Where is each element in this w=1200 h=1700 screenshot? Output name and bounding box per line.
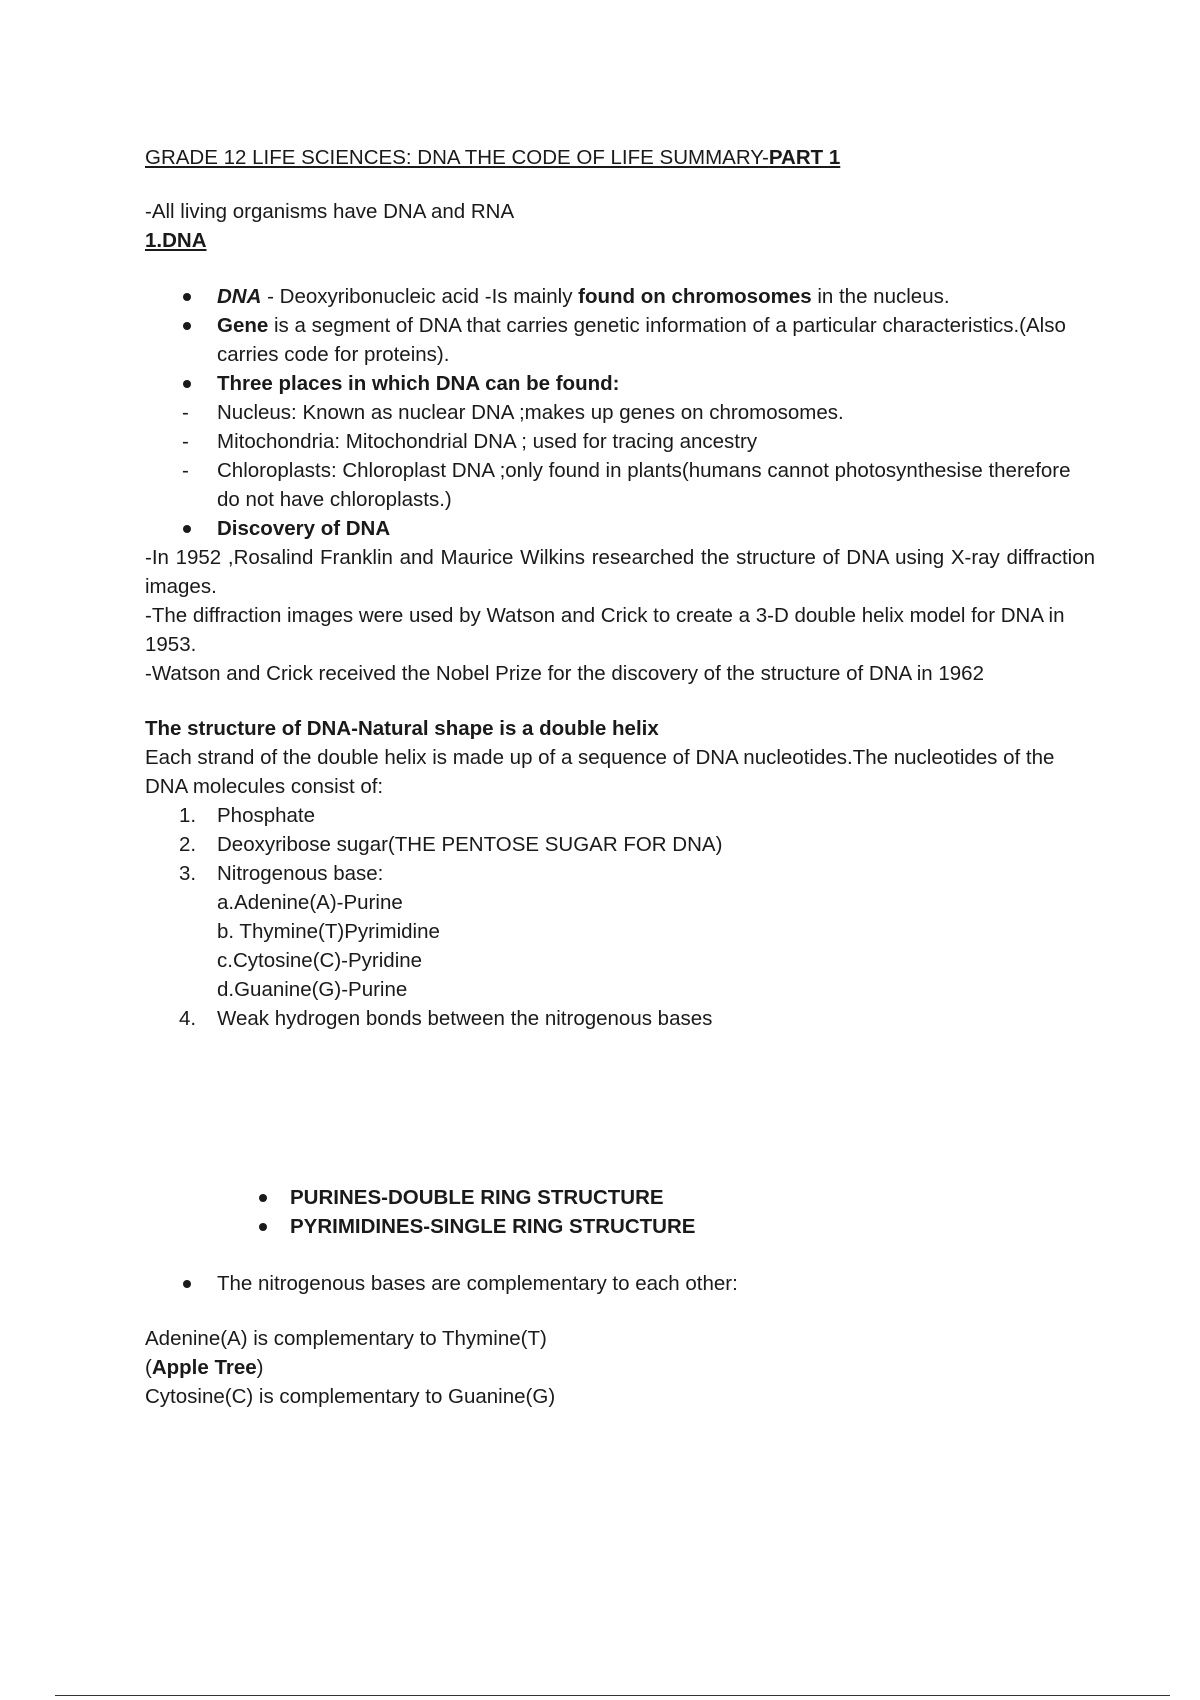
page-bottom-rule xyxy=(55,1695,1170,1696)
list-item: PURINES-DOUBLE RING STRUCTURE xyxy=(290,1186,664,1209)
complement-list xyxy=(145,1269,1095,1298)
list-item: - Chloroplasts: Chloroplast DNA ;only found in plants(humans cannot photosynthesise therefore do not have chloroplasts.) xyxy=(145,456,1095,514)
list-item: The nitrogenous bases are complementary to each other: xyxy=(217,1272,738,1295)
list-item: Three places in which DNA can be found: xyxy=(217,372,620,395)
mnemonic-line: (Apple Tree) xyxy=(145,1356,264,1379)
base-item: a.Adenine(A)-Purine xyxy=(217,891,403,914)
base-pairs xyxy=(145,1324,1095,1411)
pair-line: Cytosine(C) is complementary to Guanine(G) xyxy=(145,1385,556,1408)
discovery-paragraph: -In 1952 ,Rosalind Franklin and Maurice Wilkins researched the structure of DNA using X-ray diffraction images. xyxy=(145,546,1095,598)
list-item: - Mitochondria: Mitochondrial DNA ; used for tracing ancestry xyxy=(145,427,1095,456)
discovery-paragraph: -Watson and Crick received the Nobel Prize for the discovery of the structure of DNA in 1962 xyxy=(145,662,984,685)
pair-line: Adenine(A) is complementary to Thymine(T) xyxy=(145,1327,547,1350)
list-item: - Nucleus: Known as nuclear DNA ;makes up genes on chromosomes. xyxy=(145,398,1095,427)
ring-structure-list xyxy=(145,1183,1095,1241)
list-item: Discovery of DNA xyxy=(217,517,391,540)
dna-bullet-list xyxy=(145,282,1095,543)
list-item: 4. Weak hydrogen bonds between the nitrogenous bases xyxy=(179,1007,713,1030)
list-item: Gene is a segment of DNA that carries genetic information of a particular characteristics.(Also carries code for proteins). xyxy=(217,314,1066,366)
list-item: DNA - Deoxyribonucleic acid -Is mainly found on chromosomes in the nucleus. xyxy=(217,285,950,308)
nucleotide-components-list xyxy=(145,801,1095,1033)
section-heading-dna: 1.DNA xyxy=(145,229,207,252)
base-item: b. Thymine(T)Pyrimidine xyxy=(217,920,440,943)
dash-icon: - xyxy=(182,430,189,453)
structure-heading: The structure of DNA-Natural shape is a double helix xyxy=(145,717,659,740)
intro-line: -All living organisms have DNA and RNA xyxy=(145,200,515,223)
list-item: 3. Nitrogenous base: xyxy=(179,862,384,885)
base-item: c.Cytosine(C)-Pyridine xyxy=(217,949,423,972)
structure-paragraph: Each strand of the double helix is made up of a sequence of DNA nucleotides.The nucleotides of the DNA molecules consist of: xyxy=(145,746,1055,798)
document-title: GRADE 12 LIFE SCIENCES: DNA THE CODE OF LIFE SUMMARY-PART 1 xyxy=(145,146,841,169)
document-page xyxy=(145,143,1095,1411)
base-item: d.Guanine(G)-Purine xyxy=(217,978,408,1001)
list-item: 1. Phosphate xyxy=(179,804,316,827)
list-item: PYRIMIDINES-SINGLE RING STRUCTURE xyxy=(290,1215,696,1238)
list-item: 2. Deoxyribose sugar(THE PENTOSE SUGAR FOR DNA) xyxy=(179,833,723,856)
dash-icon: - xyxy=(182,401,189,424)
dash-icon: - xyxy=(182,459,189,482)
discovery-paragraph: -The diffraction images were used by Watson and Crick to create a 3-D double helix model for DNA in 1953. xyxy=(145,604,1065,656)
